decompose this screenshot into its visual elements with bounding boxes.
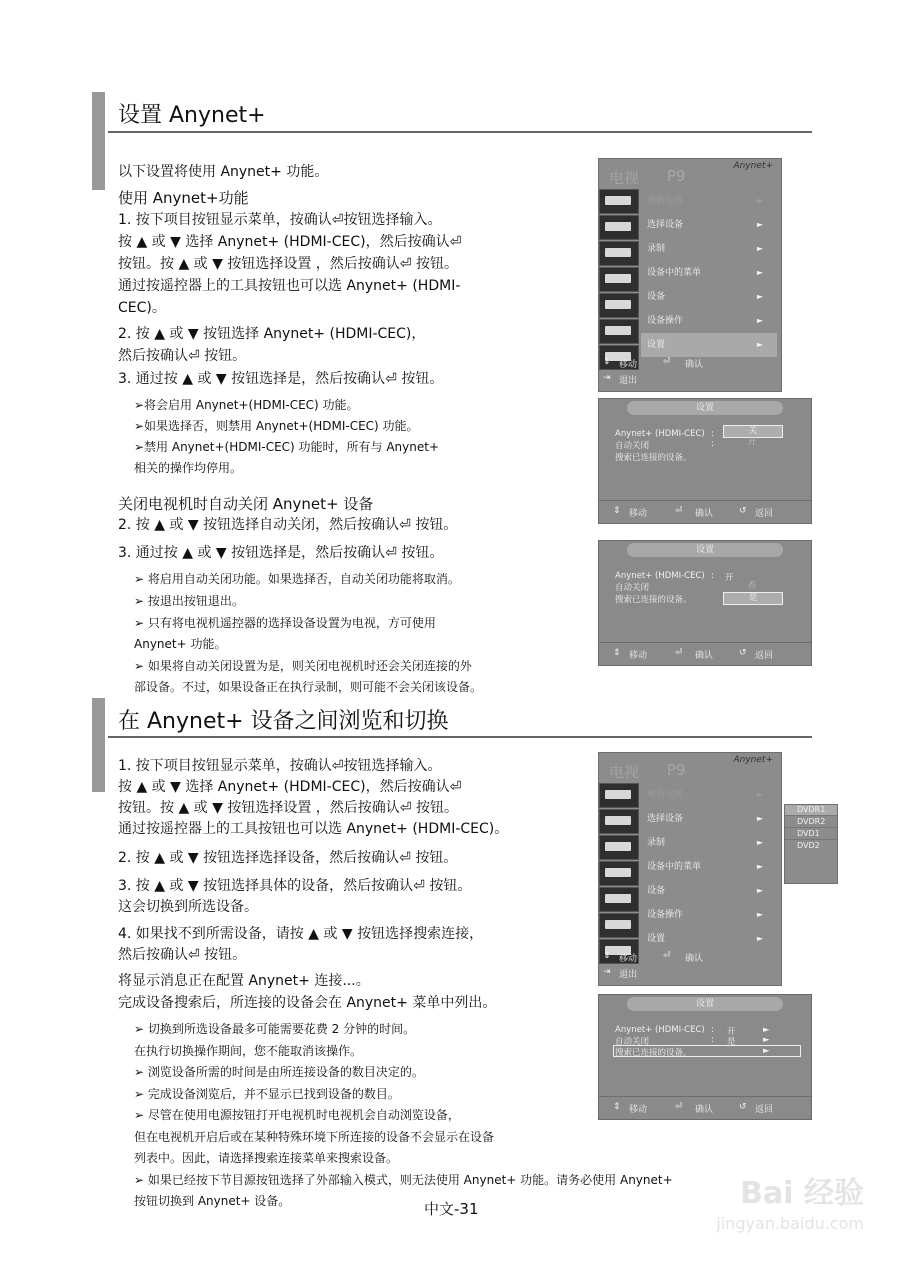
auto-off-label: 自动关闭 xyxy=(615,583,650,593)
footer-move: 移动 xyxy=(629,509,648,519)
chevron-right-icon: ► xyxy=(756,268,763,277)
note-line: 相关的操作均停用。 xyxy=(134,461,243,475)
subtitle: 使用 Anynet+功能 xyxy=(118,189,249,207)
menu-item-label: 设备 xyxy=(647,292,666,302)
footer-enter: 确认 xyxy=(695,1105,714,1115)
note-line: 列表中。因此，请选择搜索连接菜单来搜索设备。 xyxy=(134,1151,399,1165)
menu-item-label: 选择设备 xyxy=(647,814,684,824)
dialog-title: 设置 xyxy=(627,543,783,557)
section-rule xyxy=(108,736,812,738)
menu-item-label: 录制 xyxy=(647,244,666,254)
menu-item-select-device[interactable] xyxy=(641,807,777,831)
menu-item-record[interactable] xyxy=(641,237,777,261)
footer-enter: 确认 xyxy=(685,954,704,964)
operation-icon xyxy=(599,319,639,344)
device-submenu xyxy=(784,804,838,884)
step-line: 3. 按 ▲ 或 ▼ 按钮选择具体的设备，然后按确认⏎ 按钮。 xyxy=(118,878,472,894)
device-menu-icon xyxy=(599,861,639,886)
note-line: ➢ 只有将电视机遥控器的选择设备设置为电视，方可使用 xyxy=(134,616,436,630)
enter-icon: ⏎ xyxy=(663,357,671,367)
menu-item-setup[interactable] xyxy=(641,333,777,357)
note-line: ➢ 如果已经按下节目源按钮选择了外部输入模式，则无法使用 Anynet+ 功能。请务必使用 Anynet+ xyxy=(134,1173,673,1187)
step-line: 2. 按 ▲ 或 ▼ 按钮选择选择设备，然后按确认⏎ 按钮。 xyxy=(118,850,458,866)
enter-icon: ⏎ xyxy=(675,1102,683,1112)
device-icon xyxy=(599,887,639,912)
menu-item-record[interactable] xyxy=(641,831,777,855)
menu-icon-column xyxy=(599,783,639,965)
search-label: 搜索已连接的设备。 xyxy=(615,595,692,605)
menu-item-watch-tv[interactable] xyxy=(641,189,777,213)
step-line: 1. 按下项目按钮显示菜单，按确认⏎按钮选择输入。 xyxy=(118,758,442,774)
menu-item-device[interactable] xyxy=(641,285,777,309)
updown-icon: ⇕ xyxy=(613,648,621,658)
note-line: ➢ 按退出按钮退出。 xyxy=(134,594,244,608)
watermark-url: jingyan.baidu.com xyxy=(716,1214,864,1233)
tv-icon xyxy=(599,783,639,808)
watermark-logo: Bai 经验 xyxy=(740,1176,864,1211)
tv-icon xyxy=(599,189,639,214)
device-item[interactable]: DVD1 xyxy=(785,827,837,839)
dialog-footer xyxy=(599,642,811,665)
chevron-right-icon: ► xyxy=(756,790,763,799)
dialog-title: 设置 xyxy=(627,997,783,1011)
step-line: 然后按确认⏎ 按钮。 xyxy=(118,947,247,963)
operation-icon xyxy=(599,913,639,938)
note-line: ➢ 浏览设备所需的时间是由所连接设备的数目决定的。 xyxy=(134,1065,424,1079)
menu-footer xyxy=(599,949,781,985)
menu-item-label: 设备中的菜单 xyxy=(647,862,702,872)
step-line: 按钮。按 ▲ 或 ▼ 按钮选择设置 ，然后按确认⏎ 按钮。 xyxy=(118,800,458,816)
anynet-value: 开 xyxy=(725,573,734,583)
device-icon xyxy=(599,809,639,834)
anynet-value: 开 xyxy=(727,1027,736,1037)
step-line: 通过按遥控器上的工具按钮也可以选 Anynet+ (HDMI- xyxy=(118,278,461,294)
chevron-right-icon: ► xyxy=(756,862,763,871)
note-line: 按钮切换到 Anynet+ 设备。 xyxy=(134,1194,291,1208)
step-line: 按 ▲ 或 ▼ 选择 Anynet+ (HDMI-CEC)，然后按确认⏎ xyxy=(118,779,462,795)
footer-move: 移动 xyxy=(619,360,638,370)
program-number: P9 xyxy=(667,761,686,779)
step-line: 3. 通过按 ▲ 或 ▼ 按钮选择是，然后按确认⏎ 按钮。 xyxy=(118,371,444,387)
footer-move: 移动 xyxy=(629,651,648,661)
tv-menu-screen xyxy=(598,158,782,392)
menu-item-label: 录制 xyxy=(647,838,666,848)
device-item[interactable]: DVDR2 xyxy=(785,815,837,827)
search-label: 搜索已连接的设备。 xyxy=(615,453,692,463)
note-line: ➢ 如果将自动关闭设置为是，则关闭电视机时还会关闭连接的外 xyxy=(134,659,472,673)
note-line: ➢ 切换到所选设备最多可能需要花费 2 分钟的时间。 xyxy=(134,1022,416,1036)
exit-icon: ⇥ xyxy=(603,373,611,383)
updown-icon: ⇕ xyxy=(603,951,611,961)
section-side-bar xyxy=(92,92,105,190)
step-line: 1. 按下项目按钮显示菜单，按确认⏎按钮选择输入。 xyxy=(118,212,442,228)
note-line: Anynet+ 功能。 xyxy=(134,637,227,651)
menu-item-label: 设备操作 xyxy=(647,910,684,920)
return-icon: ↺ xyxy=(739,1102,747,1112)
menu-title: 电视 xyxy=(609,763,640,781)
note-line: 但在电视机开启后或在某种特殊环境下所连接的设备不会显示在设备 xyxy=(134,1130,495,1144)
section-title: 在 Anynet+ 设备之间浏览和切换 xyxy=(118,709,449,734)
colon: : xyxy=(711,429,714,439)
program-number: P9 xyxy=(667,167,686,185)
chevron-right-icon: ► xyxy=(756,196,763,205)
menu-item-label: 观看电视 xyxy=(647,196,684,206)
updown-icon: ⇕ xyxy=(613,1102,621,1112)
step-line: 2. 按 ▲ 或 ▼ 按钮选择 Anynet+ (HDMI-CEC)， xyxy=(118,326,426,342)
step-line: CEC)。 xyxy=(118,300,166,316)
auto-off-label: 自动关闭 xyxy=(615,441,650,451)
note-line: 在执行切换操作期间，您不能取消该操作。 xyxy=(134,1044,363,1058)
anynet-logo: Anynet+ xyxy=(733,755,773,765)
step-line: 将显示消息正在配置 Anynet+ 连接...。 xyxy=(118,973,370,989)
colon: : xyxy=(711,1025,714,1035)
section-title: 设置 Anynet+ xyxy=(118,103,266,128)
step-line: 按钮。按 ▲ 或 ▼ 按钮选择设置 ，然后按确认⏎ 按钮。 xyxy=(118,256,458,272)
step-line: 3. 通过按 ▲ 或 ▼ 按钮选择是，然后按确认⏎ 按钮。 xyxy=(118,545,444,561)
enter-icon: ⏎ xyxy=(663,951,671,961)
section-side-bar xyxy=(92,698,105,792)
menu-item-label: 设置 xyxy=(647,340,666,350)
step-line: 2. 按 ▲ 或 ▼ 按钮选择自动关闭，然后按确认⏎ 按钮。 xyxy=(118,517,458,533)
note-line: ➢将会启用 Anynet+(HDMI-CEC) 功能。 xyxy=(134,398,359,412)
menu-title: 电视 xyxy=(609,169,640,187)
footer-move: 移动 xyxy=(619,954,638,964)
search-label: 搜索已连接的设备。 xyxy=(615,1048,692,1058)
record-icon xyxy=(599,241,639,266)
menu-item-watch-tv[interactable] xyxy=(641,783,777,807)
updown-icon: ⇕ xyxy=(613,506,621,516)
chevron-right-icon: ► xyxy=(756,934,763,943)
menu-item-label: 选择设备 xyxy=(647,220,684,230)
device-icon xyxy=(599,293,639,318)
chevron-right-icon: ► xyxy=(756,292,763,301)
chevron-right-icon: ► xyxy=(763,1025,770,1035)
settings-dialog xyxy=(598,994,812,1120)
menu-footer xyxy=(599,355,781,391)
anynet-label: Anynet+ (HDMI-CEC) xyxy=(615,571,705,581)
footer-move: 移动 xyxy=(629,1105,648,1115)
exit-icon: ⇥ xyxy=(603,967,611,977)
dialog-footer xyxy=(599,500,811,523)
footer-enter: 确认 xyxy=(685,360,704,370)
step-line: 完成设备搜索后，所连接的设备会在 Anynet+ 菜单中列出。 xyxy=(118,995,497,1011)
menu-item-device-operation[interactable] xyxy=(641,309,777,333)
chevron-right-icon: ► xyxy=(756,838,763,847)
option-off[interactable]: 关 xyxy=(723,425,783,438)
note-line: ➢ 将启用自动关闭功能。如果选择否，自动关闭功能将取消。 xyxy=(134,572,460,586)
chevron-right-icon: ► xyxy=(763,1046,770,1056)
anynet-label: Anynet+ (HDMI-CEC) xyxy=(615,1025,705,1035)
device-menu-icon xyxy=(599,267,639,292)
intro-text: 以下设置将使用 Anynet+ 功能。 xyxy=(118,164,329,180)
note-line: ➢ 完成设备浏览后，并不显示已找到设备的数目。 xyxy=(134,1087,400,1101)
menu-item-device-menu[interactable] xyxy=(641,261,777,285)
settings-dialog xyxy=(598,540,812,666)
subtitle: 关闭电视机时自动关闭 Anynet+ 设备 xyxy=(118,495,374,513)
colon: : xyxy=(711,571,714,581)
chevron-right-icon: ► xyxy=(756,316,763,325)
chevron-right-icon: ► xyxy=(756,910,763,919)
menu-item-device-operation[interactable] xyxy=(641,903,777,927)
device-item[interactable]: DVD2 xyxy=(785,839,837,851)
step-line: 然后按确认⏎ 按钮。 xyxy=(118,348,247,364)
device-item[interactable]: DVDR1 xyxy=(785,805,837,815)
menu-item-device-menu[interactable] xyxy=(641,855,777,879)
page-number: 中文-31 xyxy=(424,1200,479,1218)
step-line: 这会切换到所选设备。 xyxy=(118,899,258,915)
chevron-right-icon: ► xyxy=(756,886,763,895)
step-line: 4. 如果找不到所需设备，请按 ▲ 或 ▼ 按钮选择搜索连接， xyxy=(118,926,484,942)
option-on[interactable]: 开 xyxy=(747,437,757,447)
chevron-right-icon: ► xyxy=(763,1035,770,1045)
return-icon: ↺ xyxy=(739,648,747,658)
step-line: 通过按遥控器上的工具按钮也可以选 Anynet+ (HDMI-CEC)。 xyxy=(118,821,509,837)
note-line: ➢禁用 Anynet+(HDMI-CEC) 功能时，所有与 Anynet+ xyxy=(134,440,440,454)
menu-item-label: 设备操作 xyxy=(647,316,684,326)
footer-exit: 退出 xyxy=(619,376,638,386)
chevron-right-icon: ► xyxy=(756,220,763,229)
colon: : xyxy=(711,1035,714,1045)
section-rule xyxy=(108,131,812,133)
record-icon xyxy=(599,835,639,860)
menu-item-select-device[interactable] xyxy=(641,213,777,237)
settings-dialog xyxy=(598,398,812,524)
option-yes[interactable]: 是 xyxy=(723,592,783,605)
menu-item-device[interactable] xyxy=(641,879,777,903)
updown-icon: ⇕ xyxy=(603,357,611,367)
device-icon xyxy=(599,215,639,240)
menu-item-label: 观看电视 xyxy=(647,790,684,800)
anynet-label: Anynet+ (HDMI-CEC) xyxy=(615,429,705,439)
anynet-logo: Anynet+ xyxy=(733,161,773,171)
tv-menu-screen xyxy=(598,752,782,986)
menu-item-label: 设备 xyxy=(647,886,666,896)
step-line: 按 ▲ 或 ▼ 选择 Anynet+ (HDMI-CEC)，然后按确认⏎ xyxy=(118,234,462,250)
footer-return: 返回 xyxy=(755,509,774,519)
footer-return: 返回 xyxy=(755,1105,774,1115)
chevron-right-icon: ► xyxy=(756,244,763,253)
chevron-right-icon: ► xyxy=(756,340,763,349)
menu-item-setup[interactable] xyxy=(641,927,777,951)
note-line: 部设备。不过，如果设备正在执行录制，则可能不会关闭该设备。 xyxy=(134,680,483,694)
dialog-title: 设置 xyxy=(627,401,783,415)
chevron-right-icon: ► xyxy=(756,814,763,823)
dialog-footer xyxy=(599,1096,811,1119)
note-line: ➢如果选择否，则禁用 Anynet+(HDMI-CEC) 功能。 xyxy=(134,419,419,433)
footer-enter: 确认 xyxy=(695,509,714,519)
menu-item-label: 设置 xyxy=(647,934,666,944)
footer-enter: 确认 xyxy=(695,651,714,661)
menu-item-label: 设备中的菜单 xyxy=(647,268,702,278)
option-no[interactable]: 否 xyxy=(747,581,757,591)
note-line: ➢ 尽管在使用电源按钮打开电视机时电视机会自动浏览设备， xyxy=(134,1108,460,1122)
colon: : xyxy=(711,439,714,449)
enter-icon: ⏎ xyxy=(675,506,683,516)
enter-icon: ⏎ xyxy=(675,648,683,658)
auto-off-label: 自动关闭 xyxy=(615,1037,650,1047)
footer-exit: 退出 xyxy=(619,970,638,980)
footer-return: 返回 xyxy=(755,651,774,661)
auto-off-value: 是 xyxy=(727,1037,736,1047)
menu-icon-column xyxy=(599,189,639,371)
return-icon: ↺ xyxy=(739,506,747,516)
